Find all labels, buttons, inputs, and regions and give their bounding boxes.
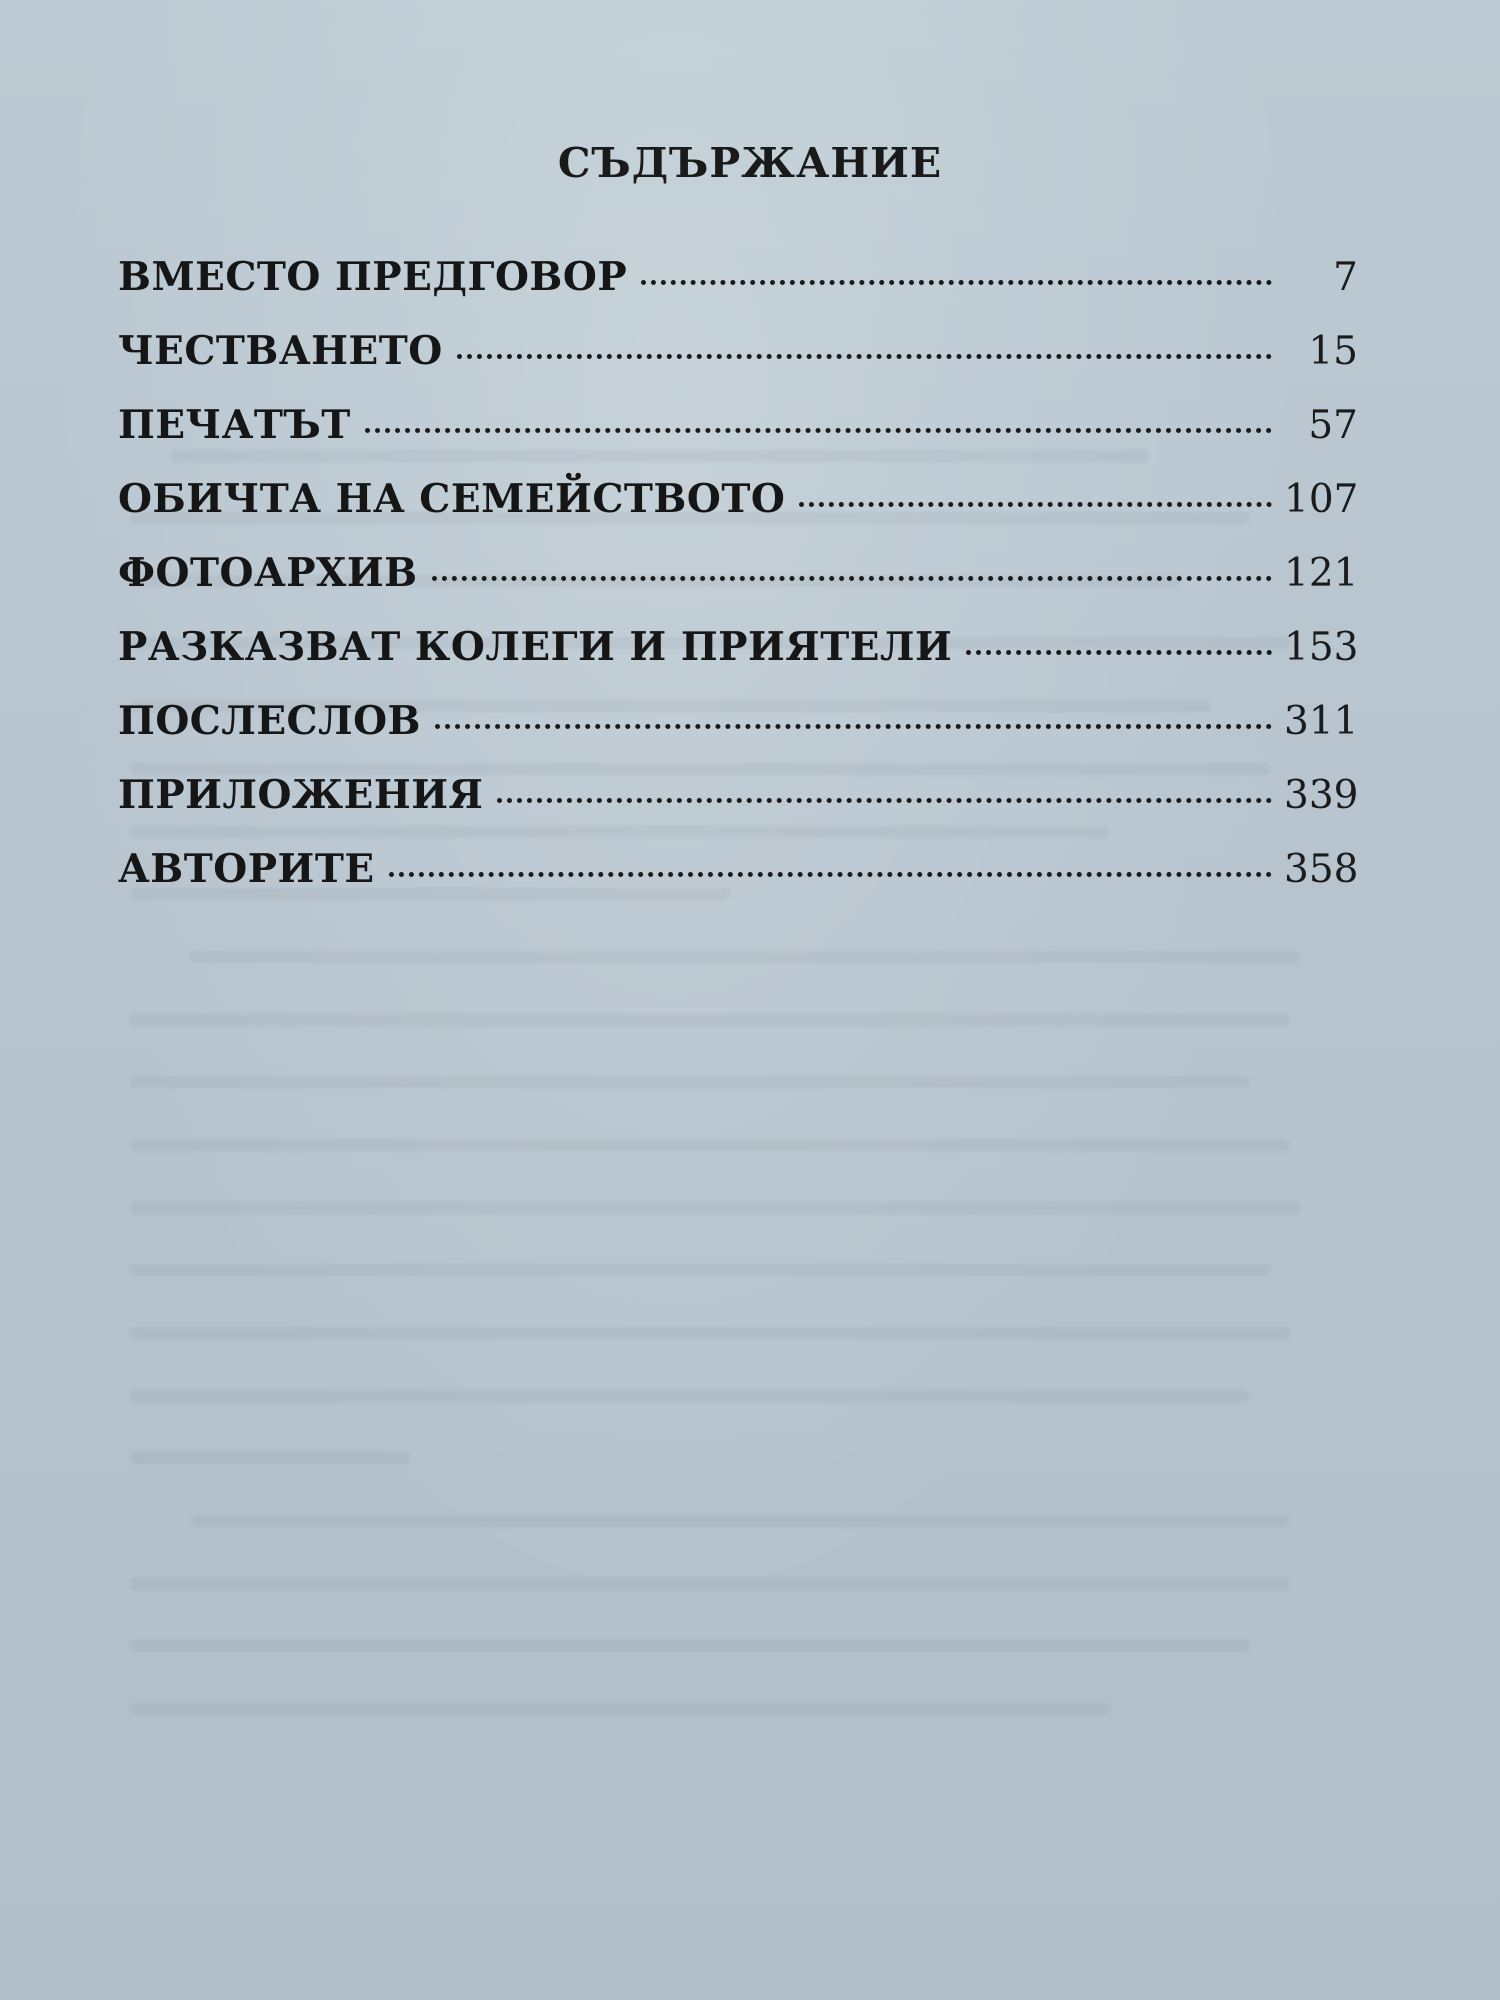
toc-item: [118, 402, 1358, 480]
toc-page-number: 311: [1284, 699, 1359, 744]
dotted-leader: [799, 502, 1272, 507]
toc-label: ОБИЧТА НА СЕМЕЙСТВОТО: [118, 476, 786, 522]
toc-label: ПЕЧАТЪТ: [118, 402, 351, 448]
dotted-leader: [435, 724, 1272, 729]
toc-label: ЧЕСТВАНЕТО: [118, 328, 443, 374]
toc-item: [118, 476, 1359, 554]
toc-page-number: 107: [1284, 477, 1359, 522]
toc-page-number: 57: [1308, 403, 1358, 448]
toc-item: [118, 624, 1359, 702]
table-of-contents: [118, 254, 1359, 924]
toc-page-number: 339: [1284, 773, 1359, 818]
toc-label: РАЗКАЗВАТ КОЛЕГИ И ПРИЯТЕЛИ: [118, 624, 953, 670]
toc-label: ПРИЛОЖЕНИЯ: [118, 772, 484, 818]
toc-label: ФОТОАРХИВ: [118, 550, 418, 596]
toc-page-number: 153: [1284, 625, 1359, 670]
toc-item: [118, 846, 1359, 924]
toc-label: ВМЕСТО ПРЕДГОВОР: [118, 254, 628, 300]
toc-label: ПОСЛЕСЛОВ: [118, 698, 422, 744]
toc-item: [118, 772, 1359, 850]
toc-item: [118, 550, 1359, 628]
toc-page-number: 7: [1333, 255, 1358, 300]
dotted-leader: [457, 354, 1272, 359]
toc-item: [118, 698, 1359, 776]
toc-page-number: 358: [1284, 847, 1359, 892]
toc-page-number: 15: [1308, 329, 1358, 374]
dotted-leader: [365, 428, 1272, 433]
toc-item: [118, 328, 1358, 406]
dotted-leader: [389, 872, 1272, 877]
dotted-leader: [497, 798, 1272, 803]
toc-page-number: 121: [1284, 551, 1359, 596]
dotted-leader: [641, 280, 1272, 285]
toc-label: АВТОРИТЕ: [118, 846, 375, 892]
dotted-leader: [966, 650, 1272, 655]
toc-item: [118, 254, 1358, 332]
page-title: СЪДЪРЖАНИЕ: [557, 139, 943, 188]
dotted-leader: [432, 576, 1272, 581]
